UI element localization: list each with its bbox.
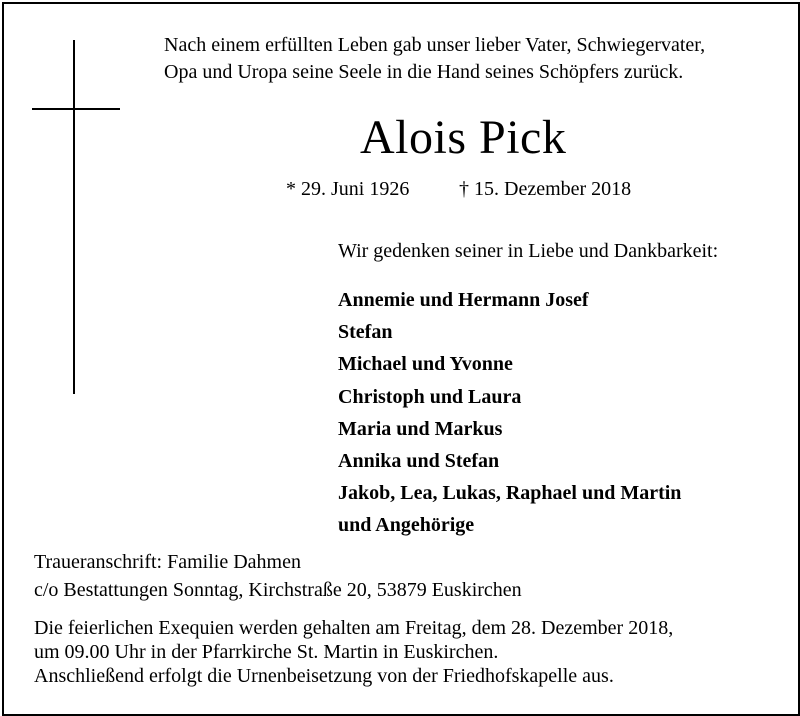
mourners-list [338, 284, 681, 542]
death-date: † 15. Dezember 2018 [459, 178, 632, 200]
service-line: Anschließend erfolgt die Urnenbeisetzung von der Friedhofskapelle aus. [34, 665, 614, 687]
mourner-item: und Angehörige [338, 514, 475, 537]
address-line: Traueranschrift: Familie Dahmen [34, 551, 301, 573]
service-line: Die feierlichen Exequien werden gehalten am Freitag, dem 28. Dezember 2018, [34, 617, 674, 639]
birth-date: * 29. Juni 1926 [286, 178, 410, 200]
mourner-item: Michael und Yvonne [338, 353, 513, 376]
deceased-name: Alois Pick [360, 111, 567, 164]
funeral-service-info [34, 616, 673, 688]
cross-icon [73, 40, 75, 394]
address-line: c/o Bestattungen Sonntag, Kirchstraße 20, 53879 Euskirchen [34, 579, 522, 601]
mourning-address [34, 548, 522, 604]
cross-icon-bar [32, 108, 120, 110]
mourner-item: Annika und Stefan [338, 450, 500, 473]
service-line: um 09.00 Uhr in der Pfarrkirche St. Martin in Euskirchen. [34, 641, 499, 663]
remembrance-line: Wir gedenken seiner in Liebe und Dankbarkeit: [338, 240, 719, 262]
intro-line: Opa und Uropa seine Seele in die Hand seines Schöpfers zurück. [164, 61, 684, 83]
intro-text [164, 32, 784, 86]
mourner-item: Jakob, Lea, Lukas, Raphael und Martin [338, 482, 682, 505]
obituary-notice [2, 2, 800, 716]
mourner-item: Christoph und Laura [338, 385, 522, 408]
intro-line: Nach einem erfüllten Leben gab unser lieber Vater, Schwiegervater, [164, 34, 706, 56]
mourner-item: Stefan [338, 321, 393, 344]
mourner-item: Maria und Markus [338, 417, 503, 440]
mourner-item: Annemie und Hermann Josef [338, 289, 589, 311]
